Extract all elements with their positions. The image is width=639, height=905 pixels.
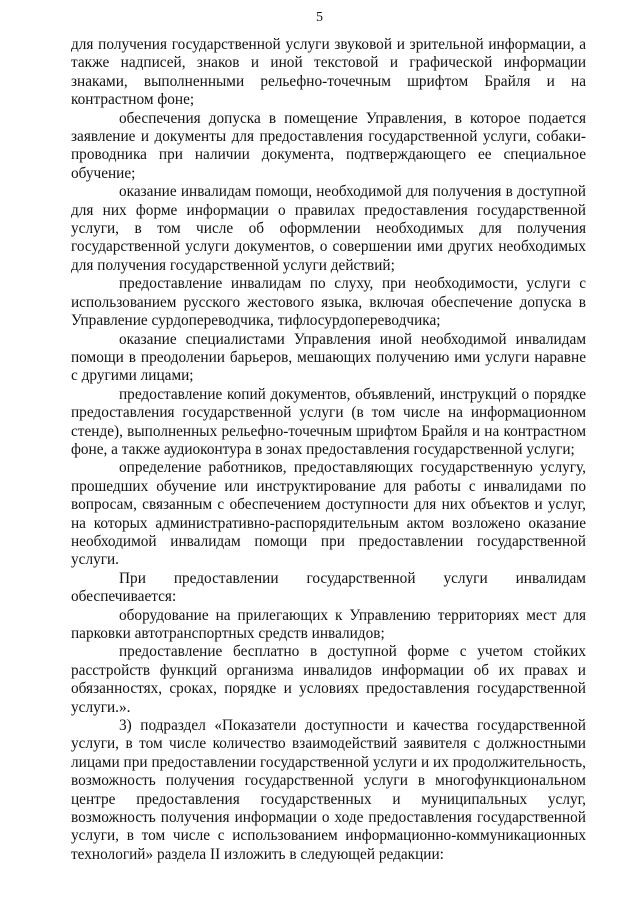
paragraph-5: оказание специалистами Управления иной необходимой инвалидам помощи в преодолении барьеров, мешающих получению ими услуги наравне с другими лицами; [71,330,586,385]
paragraph-9: оборудование на прилегающих к Управлению территориях мест для парковки автотранспортных средств инвалидов; [71,606,586,642]
paragraph-8: При предоставлении государственной услуги инвалидам обеспечивается: [71,569,586,606]
page-number: 5 [316,10,323,25]
paragraph-3: оказание инвалидам помощи, необходимой для получения в доступной для них форме информации о правилах предоставления государственной услуги, в том числе об оформлении необходимых для получения государственной услуги документов, о совершении ими других необходимых для получения государственной услуги действий; [71,183,586,274]
paragraph-7: определение работников, предоставляющих государственную услугу, прошедших обучение или инструктирование для работы с инвалидами по вопросам, связанным с обеспечением доступности для них объектов и услуг, на которых административно-распорядительным актом возложено оказание необходимой инвалидам помощи при предоставлении государственной услуги. [71,459,586,569]
paragraph-4: предоставление инвалидам по слуху, при необходимости, услуги с использованием русского жестового языка, включая обеспечение допуска в Управление сурдопереводчика, тифлосурдопереводчика; [71,275,586,330]
paragraph-6: предоставление копий документов, объявлений, инструкций о порядке предоставления государственной услуги (в том числе на информационном стенде), выполненных рельефно-точечным шрифтом Брайля и на контрастном фоне, а также аудиоконтура в зонах предоставления государственной услуги; [71,385,586,458]
document-body [71,36,586,864]
paragraph-11: 3) подраздел «Показатели доступности и качества государственной услуги, в том числе количество взаимодействий заявителя с должностными лицами при предоставлении государственной услуги и их продолжительность, возможность получения государственной услуги в многофункциональном центре предоставления государственных и муниципальных услуг, возможность получения информации о ходе предоставления государственной услуги, в том числе с использованием информационно-коммуникационных технологий» раздела II изложить в следующей редакции: [71,717,586,863]
paragraph-10: предоставление бесплатно в доступной форме с учетом стойких расстройств функций организма инвалидов информации об их правах и обязанностях, сроках, порядке и условиях предоставления государственной услуги.». [71,643,586,716]
paragraph-1: для получения государственной услуги звуковой и зрительной информации, а также надписей, знаков и иной текстовой и графической информации знаками, выполненными рельефно-точечным шрифтом Брайля и на контрастном фоне; [71,36,586,109]
paragraph-2: обеспечения допуска в помещение Управления, в которое подается заявление и документы для предоставления государственной услуги, собаки-проводника при наличии документа, подтверждающего ее специальное обучение; [71,109,586,182]
